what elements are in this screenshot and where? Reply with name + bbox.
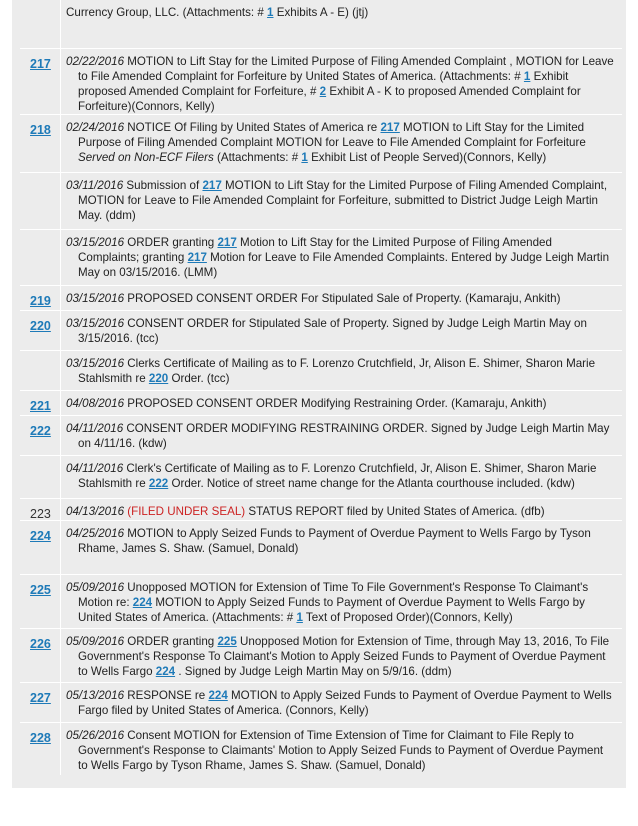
entry-text: CONSENT ORDER MODIFYING RESTRAINING ORDER. Signed by Judge Leigh Martin May on 4/11/16. (kdw) <box>78 422 610 450</box>
docket-text <box>66 526 614 556</box>
entry-text: PROPOSED CONSENT ORDER Modifying Restraining Order. (Kamaraju, Ankith) <box>124 397 547 410</box>
document-link[interactable]: 1 <box>267 6 274 19</box>
filing-date: 05/09/2016 <box>66 581 125 594</box>
docket-text <box>66 421 614 451</box>
entry-text: MOTION to Apply Seized Funds to Payment of Overdue Payment to Wells Fargo by United States of America. (Attachments: # <box>78 596 585 624</box>
docket-text <box>66 235 614 280</box>
docket-text <box>66 396 614 411</box>
docket-row <box>20 285 622 311</box>
docket-row <box>20 114 622 173</box>
entry-text: STATUS REPORT filed by United States of America. (dfb) <box>245 505 545 518</box>
entry-text: MOTION to Lift Stay for the Limited Purpose of Filing Amended Complaint MOTION for Leave to File Amended Complaint for Forfeiture <box>78 121 586 149</box>
entry-text: MOTION to Apply Seized Funds to Payment of Overdue Payment to Wells Fargo by Tyson Rhame, James S. Shaw. (Samuel, Donald) <box>78 527 591 555</box>
entry-text: Clerks Certificate of Mailing as to F. Lorenzo Crutchfield, Jr, Alison E. Shimer, Sharon Marie Stahlsmith re <box>78 357 596 385</box>
filing-date: 04/13/2016 <box>66 505 125 518</box>
filing-date: 05/09/2016 <box>66 635 125 648</box>
document-link[interactable]: 1 <box>523 70 531 83</box>
docket-number-cell <box>20 683 61 723</box>
docket-number-cell <box>20 416 61 456</box>
entry-text: Submission of <box>123 179 203 192</box>
document-link[interactable]: 1 <box>301 151 308 164</box>
filing-date: 03/15/2016 <box>66 236 125 249</box>
entry-text: Exhibits A - E) (jtj) <box>273 6 369 19</box>
docket-text <box>66 688 614 718</box>
entry-text: Motion for Leave to File Amended Complaints. Entered by Judge Leigh Martin May on 03/15/2016. (LMM) <box>78 251 610 279</box>
entry-text: Exhibit proposed Amended Complaint for Forfeiture, # <box>78 70 569 98</box>
docket-number-cell <box>20 723 61 775</box>
document-link[interactable]: 222 <box>148 477 169 490</box>
entry-text: Served on Non-ECF Filers <box>78 151 214 164</box>
docket-row <box>20 574 622 629</box>
entry-text: Currency Group, LLC. (Attachments: # <box>66 6 268 19</box>
docket-number-cell <box>20 629 61 683</box>
docket-number-link[interactable]: 221 <box>30 399 51 413</box>
docket-number-link[interactable]: 227 <box>30 691 51 705</box>
entry-text: Unopposed Motion for Extension of Time, through May 13, 2016, To File Government's Response To Claimant's Motion to Apply Seized Funds to Payment of Overdue Payment to Wells Fargo <box>78 635 610 678</box>
entry-text: RESPONSE re <box>124 689 209 702</box>
docket-text <box>66 580 614 625</box>
docket-number-cell <box>20 499 61 521</box>
entry-text: Order. Notice of street name change for the Atlanta courthouse included. (kdw) <box>168 477 575 490</box>
docket-row <box>20 48 622 115</box>
entry-text: MOTION to Lift Stay for the Limited Purpose of Filing Amended Complaint , MOTION for Leave to File Amended Complaint for Forfeiture by United States of America. (Attachments: # <box>78 55 614 83</box>
docket-number-cell <box>20 575 61 629</box>
docket-text <box>66 461 614 491</box>
docket-row <box>20 628 622 683</box>
docket-number-cell <box>20 0 61 49</box>
docket-row <box>20 415 622 456</box>
document-link[interactable]: 224 <box>208 689 228 702</box>
filing-date: 02/24/2016 <box>66 121 125 134</box>
document-link[interactable]: 217 <box>187 251 207 264</box>
filing-date: 04/08/2016 <box>66 397 125 410</box>
docket-number-link[interactable]: 220 <box>30 319 51 333</box>
entry-text: Unopposed MOTION for Extension of Time To File Government's Response To Claimant's Motion re: <box>78 581 589 609</box>
entry-text: Clerk's Certificate of Mailing as to F. Lorenzo Crutchfield, Jr, Alison E. Shimer, Sharon Marie Stahlsmith re <box>78 462 597 490</box>
docket-row <box>20 390 622 416</box>
entry-text: Motion to Lift Stay for the Limited Purpose of Filing Amended Complaints; granting <box>78 236 552 264</box>
entry-text: ORDER granting <box>124 236 218 249</box>
entry-text: . Signed by Judge Leigh Martin May on 5/9/16. (ddm) <box>175 665 452 678</box>
filing-date: 04/11/2016 <box>66 462 124 475</box>
document-link[interactable]: 1 <box>296 611 303 624</box>
docket-row <box>20 455 622 499</box>
entry-text: Consent MOTION for Extension of Time Extension of Time for Claimant to File Reply to Government's Response to Claimants' Motion to Apply Seized Funds to Payment of Overdue Payment to Wells Fargo by Tyson Rhame, James S. Shaw. (Samuel, Donald) <box>78 729 604 772</box>
document-link[interactable]: 220 <box>148 372 169 385</box>
docket-sheet <box>12 0 626 788</box>
docket-number-cell <box>20 521 61 575</box>
entry-text: MOTION to Apply Seized Funds to Payment of Overdue Payment to Wells Fargo filed by United States of America. (Connors, Kelly) <box>78 689 612 717</box>
filing-date: 04/25/2016 <box>66 527 125 540</box>
docket-row <box>20 0 622 49</box>
filing-date: 03/15/2016 <box>66 317 125 330</box>
document-link[interactable]: 224 <box>155 665 176 678</box>
docket-number-cell <box>20 311 61 351</box>
docket-text <box>66 728 614 773</box>
docket-text <box>66 54 614 114</box>
document-link[interactable]: 224 <box>132 596 153 609</box>
docket-number-link[interactable]: 218 <box>30 123 51 137</box>
docket-number-cell <box>20 391 61 416</box>
filing-date: 03/11/2016 <box>66 179 124 192</box>
document-link[interactable]: 217 <box>217 236 237 249</box>
docket-number-link[interactable]: 217 <box>30 57 51 71</box>
docket-number-cell <box>20 230 61 286</box>
docket-number-cell <box>20 351 61 391</box>
docket-number-link[interactable]: 225 <box>30 583 51 597</box>
docket-text <box>66 316 614 346</box>
entry-text: NOTICE Of Filing by United States of America re <box>124 121 381 134</box>
docket-number-link[interactable]: 226 <box>30 637 51 651</box>
filing-date: 02/22/2016 <box>66 55 125 68</box>
docket-number-link[interactable]: 222 <box>30 424 51 438</box>
docket-text <box>66 5 614 20</box>
entry-text: MOTION to Lift Stay for the Limited Purpose of Filing Amended Complaint, MOTION for Leave to File Amended Complaint for Forfeiture, submitted to District Judge Leigh Martin May. (ddm) <box>78 179 608 222</box>
docket-text <box>66 120 614 165</box>
docket-number-link[interactable]: 219 <box>30 294 51 308</box>
docket-number: 223 <box>30 507 51 521</box>
docket-number-cell <box>20 173 61 230</box>
docket-text <box>66 504 614 519</box>
entry-text: PROPOSED CONSENT ORDER For Stipulated Sale of Property. (Kamaraju, Ankith) <box>124 292 561 305</box>
docket-row <box>20 350 622 391</box>
filing-date: 05/13/2016 <box>66 689 125 702</box>
entry-text: (Attachments: # <box>213 151 302 164</box>
docket-row <box>20 498 622 521</box>
docket-number-cell <box>20 456 61 499</box>
docket-text <box>66 178 614 223</box>
filing-date: 03/15/2016 <box>66 292 125 305</box>
docket-text <box>66 356 614 386</box>
docket-row <box>20 172 622 230</box>
docket-row <box>20 229 622 286</box>
docket-row <box>20 520 622 575</box>
docket-number-link[interactable]: 224 <box>30 529 51 543</box>
document-link[interactable]: 225 <box>217 635 237 648</box>
document-link[interactable]: 217 <box>202 179 222 192</box>
docket-number-cell <box>20 286 61 311</box>
entry-text: CONSENT ORDER for Stipulated Sale of Property. Signed by Judge Leigh Martin May on 3/15/2016. (tcc) <box>78 317 587 345</box>
docket-number-link[interactable]: 228 <box>30 731 51 745</box>
docket-text <box>66 291 614 306</box>
entry-text: ORDER granting <box>124 635 218 648</box>
filing-date: 05/26/2016 <box>66 729 125 742</box>
entry-text: Text of Proposed Order)(Connors, Kelly) <box>302 611 513 624</box>
filing-date: 04/11/2016 <box>66 422 124 435</box>
document-link[interactable]: 2 <box>319 85 327 98</box>
document-link[interactable]: 217 <box>380 121 400 134</box>
entry-text: Exhibit A - K to proposed Amended Complaint for Forfeiture)(Connors, Kelly) <box>78 85 581 113</box>
entry-text: Order. (tcc) <box>168 372 230 385</box>
docket-row <box>20 722 622 775</box>
sealed-label: (FILED UNDER SEAL) <box>127 505 246 518</box>
docket-number-cell <box>20 115 61 173</box>
filing-date: 03/15/2016 <box>66 357 125 370</box>
docket-row <box>20 682 622 723</box>
docket-number-cell <box>20 49 61 115</box>
docket-text <box>66 634 614 679</box>
docket-row <box>20 310 622 351</box>
entry-text: Exhibit List of People Served)(Connors, Kelly) <box>307 151 547 164</box>
